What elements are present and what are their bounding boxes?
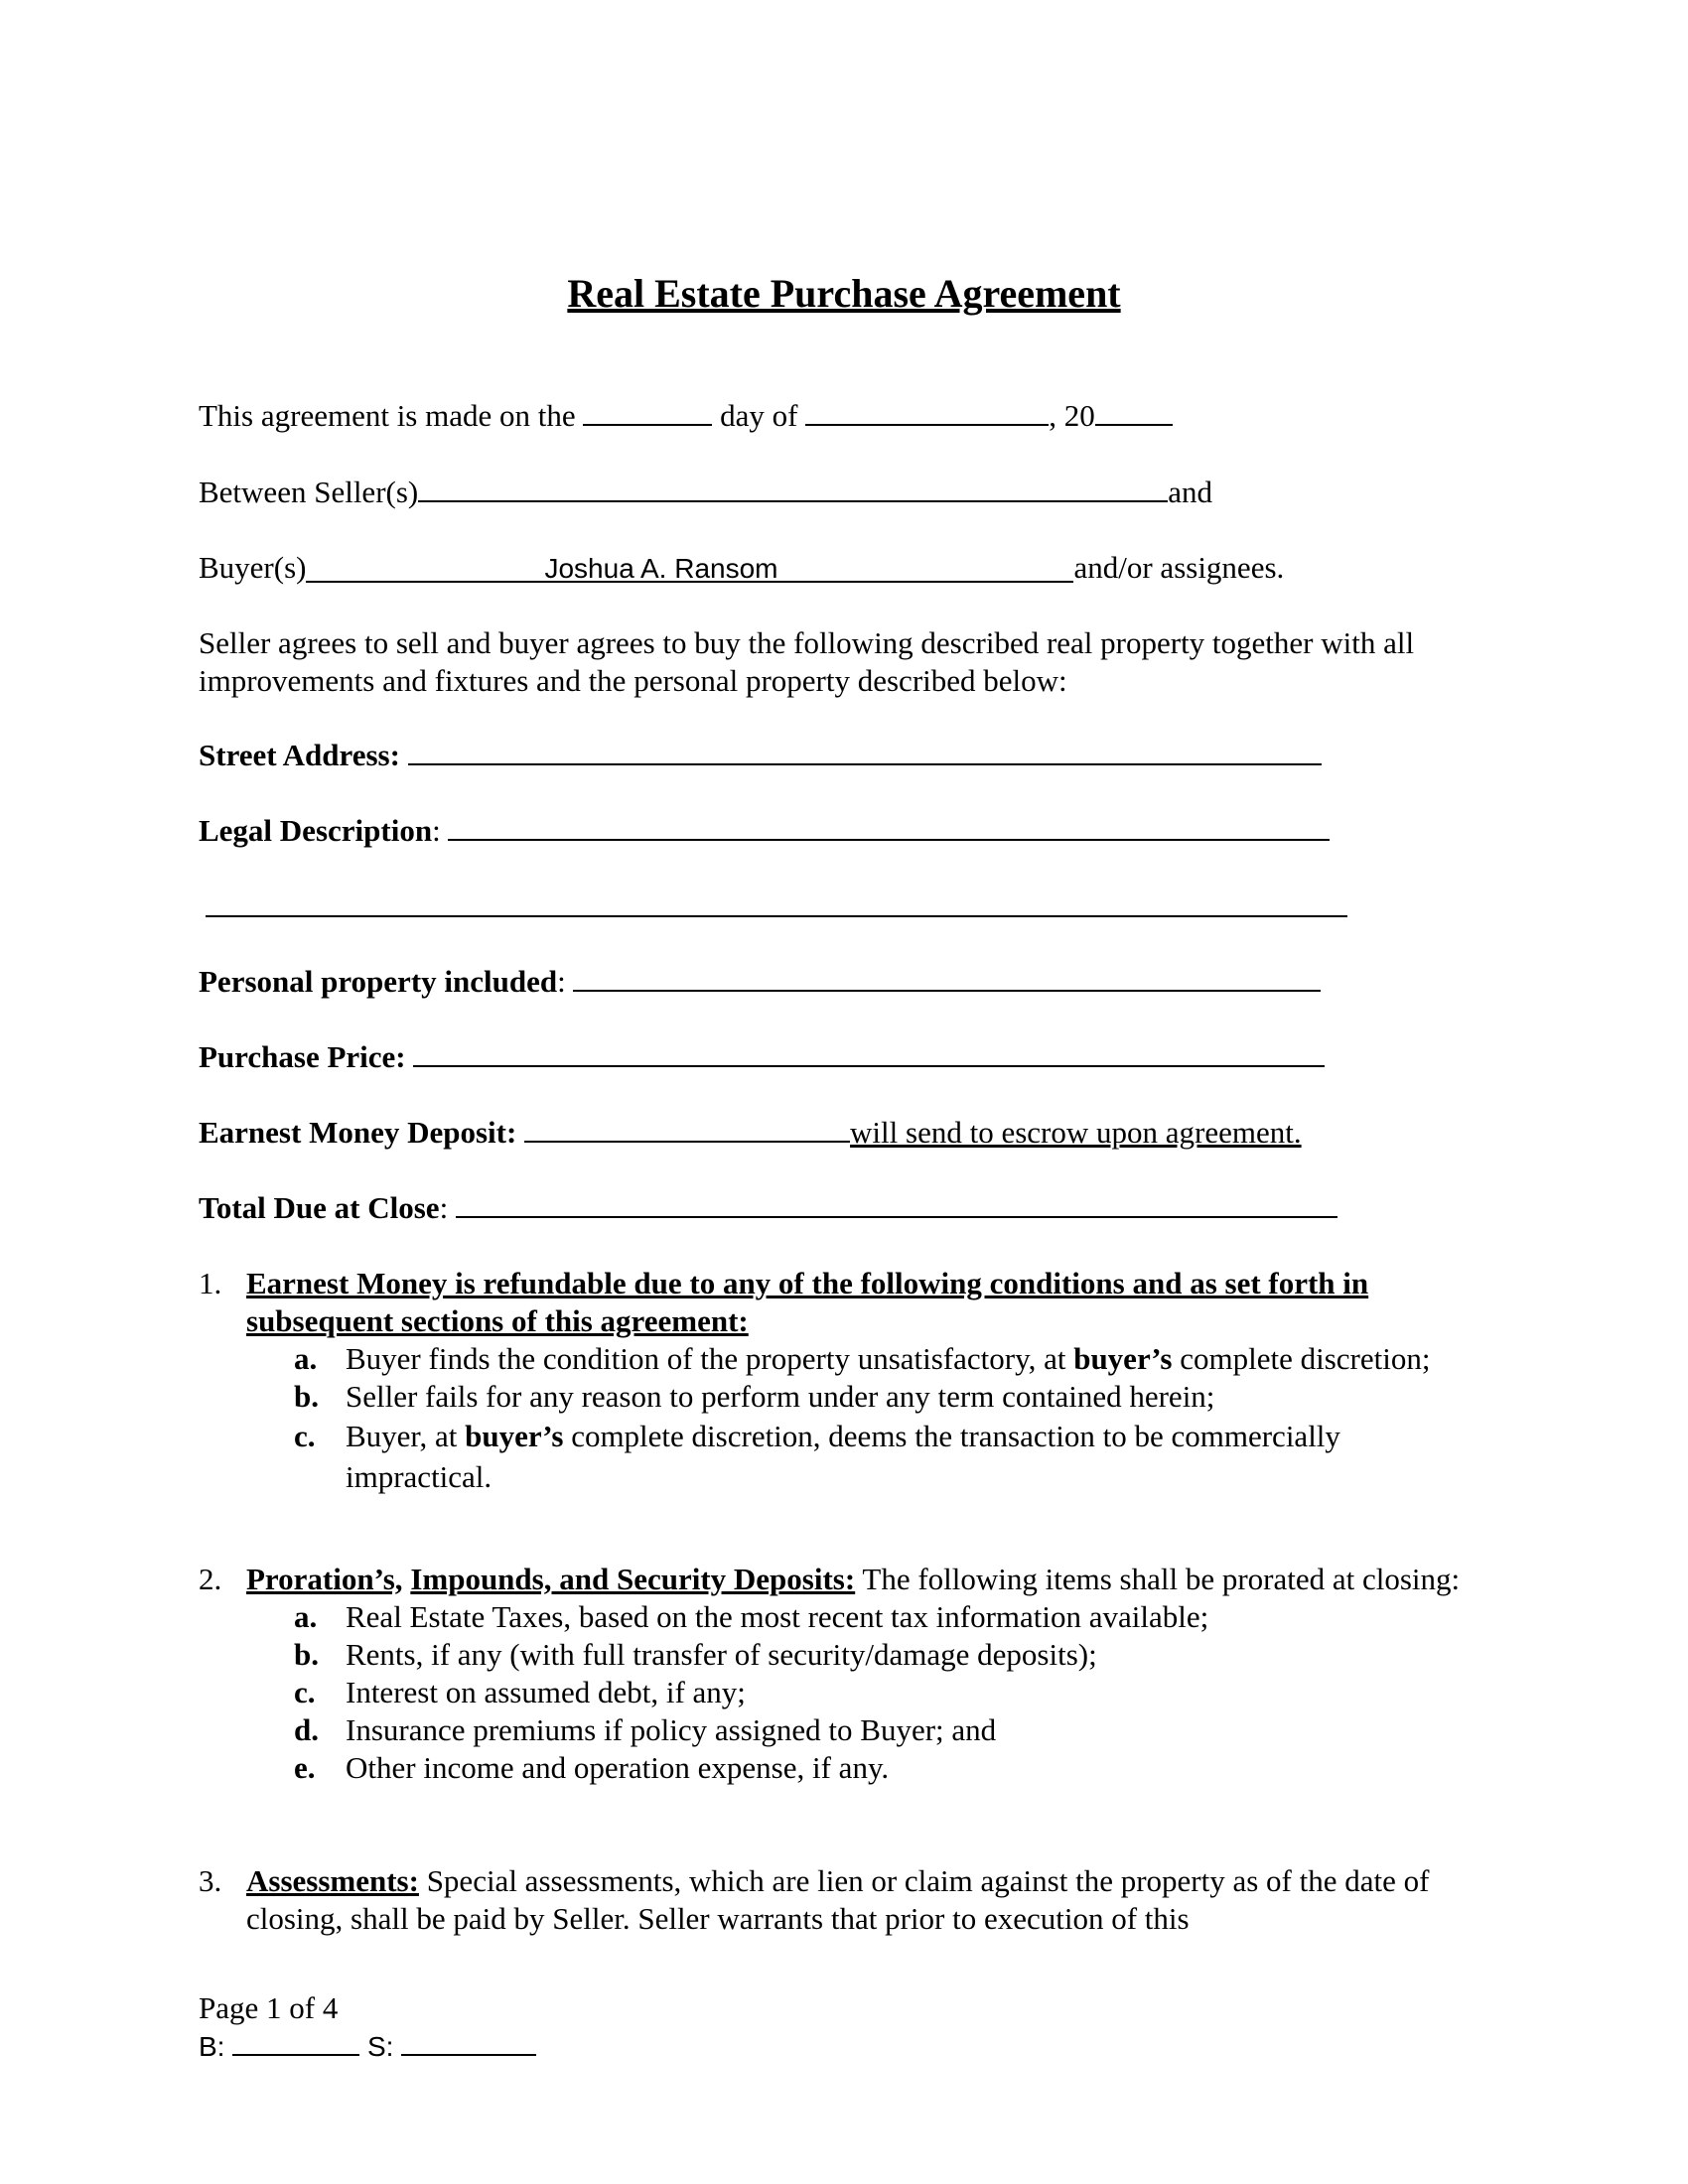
purchase-price-line: [199, 1038, 1325, 1076]
legal-description-field-2[interactable]: [206, 889, 1347, 917]
section-heading: Earnest Money is refundable due to any of the following conditions and as set forth in subsequent sections of this agreement:: [246, 1266, 1369, 1338]
list-item: [246, 1636, 1487, 1674]
section-text: The following items shall be prorated at closing:: [855, 1562, 1461, 1596]
list-item: [246, 1416, 1487, 1497]
list-letter: a.: [294, 1341, 318, 1376]
agreement-date-line: [199, 397, 1173, 435]
day-of-label: day of: [720, 398, 798, 433]
list-text: Other income and operation expense, if any.: [346, 1750, 890, 1785]
made-on-label: This agreement is made on the: [199, 398, 576, 433]
total-due-line: [199, 1189, 1337, 1227]
buyer-suffix: and/or assignees.: [1073, 550, 1285, 585]
section-number: 3.: [199, 1863, 222, 1898]
earnest-money-label: Earnest Money Deposit:: [199, 1115, 517, 1150]
legal-description-continuation: [206, 888, 1347, 926]
colon: :: [432, 813, 441, 848]
earnest-money-note: will send to escrow upon agreement.: [850, 1115, 1302, 1150]
list-text: Buyer, at: [346, 1419, 466, 1453]
day-field[interactable]: [583, 398, 712, 426]
list-letter: c.: [294, 1675, 316, 1709]
section-heading: Impounds, and Security Deposits:: [410, 1562, 856, 1596]
purchase-price-label: Purchase Price:: [199, 1039, 406, 1074]
buyer-field[interactable]: [306, 549, 1073, 583]
street-address-label: Street Address:: [199, 738, 400, 772]
legal-description-line: [199, 812, 1330, 850]
seller-initials-label: S:: [366, 2031, 394, 2062]
seller-field[interactable]: [418, 475, 1168, 502]
section-text: Special assessments, which are lien or claim against the property as of the date of closing, shall be paid by Seller. Seller warrants that prior to execution of this: [246, 1863, 1430, 1936]
total-due-label: Total Due at Close: [199, 1190, 440, 1225]
seller-suffix: and: [1168, 475, 1212, 509]
month-field[interactable]: [805, 398, 1049, 426]
section-number: 1.: [199, 1266, 222, 1300]
list-item: [246, 1749, 1487, 1787]
buyer-initials-field[interactable]: [232, 2028, 359, 2056]
earnest-money-line: [199, 1114, 1302, 1152]
section-earnest-money: [199, 1265, 1487, 1497]
list-text: Insurance premiums if policy assigned to Buyer; and: [346, 1712, 997, 1747]
list-item: [246, 1711, 1487, 1749]
list-text: Real Estate Taxes, based on the most recent tax information available;: [346, 1599, 1209, 1634]
street-address-line: [199, 737, 1322, 774]
list-item: [246, 1674, 1487, 1711]
seller-line: [199, 474, 1212, 511]
list-text-bold: buyer’s: [465, 1419, 564, 1453]
list-text: Interest on assumed debt, if any;: [346, 1675, 746, 1709]
street-address-field[interactable]: [408, 738, 1322, 765]
personal-property-label: Personal property included: [199, 964, 558, 999]
buyer-label: Buyer(s): [199, 550, 307, 585]
list-item: [246, 1340, 1487, 1378]
page-title: Real Estate Purchase Agreement: [567, 271, 1121, 316]
list-letter: c.: [294, 1419, 316, 1453]
list-letter: e.: [294, 1750, 316, 1785]
section-assessments: [199, 1862, 1487, 1938]
legal-description-label: Legal Description: [199, 813, 433, 848]
purchase-price-field[interactable]: [413, 1039, 1325, 1067]
page-number: Page 1 of 4: [199, 1990, 339, 2025]
year-field[interactable]: [1095, 398, 1173, 426]
list-item: [246, 1378, 1487, 1416]
list-text-bold: buyer’s: [1073, 1341, 1173, 1376]
list-letter: d.: [294, 1712, 319, 1747]
total-due-field[interactable]: [456, 1190, 1337, 1218]
section-heading: Proration’s,: [246, 1562, 403, 1596]
personal-property-field[interactable]: [573, 964, 1321, 992]
colon: :: [439, 1190, 449, 1225]
section-heading: Assessments:: [246, 1863, 419, 1898]
buyer-initials-label: B:: [199, 2031, 225, 2062]
seller-label: Between Seller(s): [199, 475, 419, 509]
section-heading-line: [246, 1561, 1487, 1598]
section-number: 2.: [199, 1562, 222, 1596]
list-text: Seller fails for any reason to perform under any term contained herein;: [346, 1379, 1215, 1414]
year-prefix-label: , 20: [1049, 398, 1095, 433]
list-item: [246, 1598, 1487, 1636]
list-text: complete discretion;: [1172, 1341, 1431, 1376]
list-text: Buyer finds the condition of the property unsatisfactory, at: [346, 1341, 1074, 1376]
buyer-name-value: Joshua A. Ransom: [544, 553, 778, 584]
list-letter: b.: [294, 1637, 319, 1672]
earnest-money-field[interactable]: [524, 1115, 850, 1143]
section-prorations: [199, 1561, 1487, 1787]
buyer-line: [199, 549, 1284, 587]
list-letter: b.: [294, 1379, 319, 1414]
list-letter: a.: [294, 1599, 318, 1634]
agreement-description: Seller agrees to sell and buyer agrees to buy the following described real property together with all improvements and fixtures and the personal property described below:: [199, 625, 1415, 698]
list-text: complete discretion, deems the transaction to be commercially impractical.: [346, 1419, 1340, 1494]
colon: :: [557, 964, 566, 999]
seller-initials-field[interactable]: [401, 2028, 536, 2056]
legal-description-field[interactable]: [448, 813, 1330, 841]
list-text: Rents, if any (with full transfer of security/damage deposits);: [346, 1637, 1097, 1672]
initials-line: [199, 2027, 536, 2066]
personal-property-line: [199, 963, 1321, 1001]
